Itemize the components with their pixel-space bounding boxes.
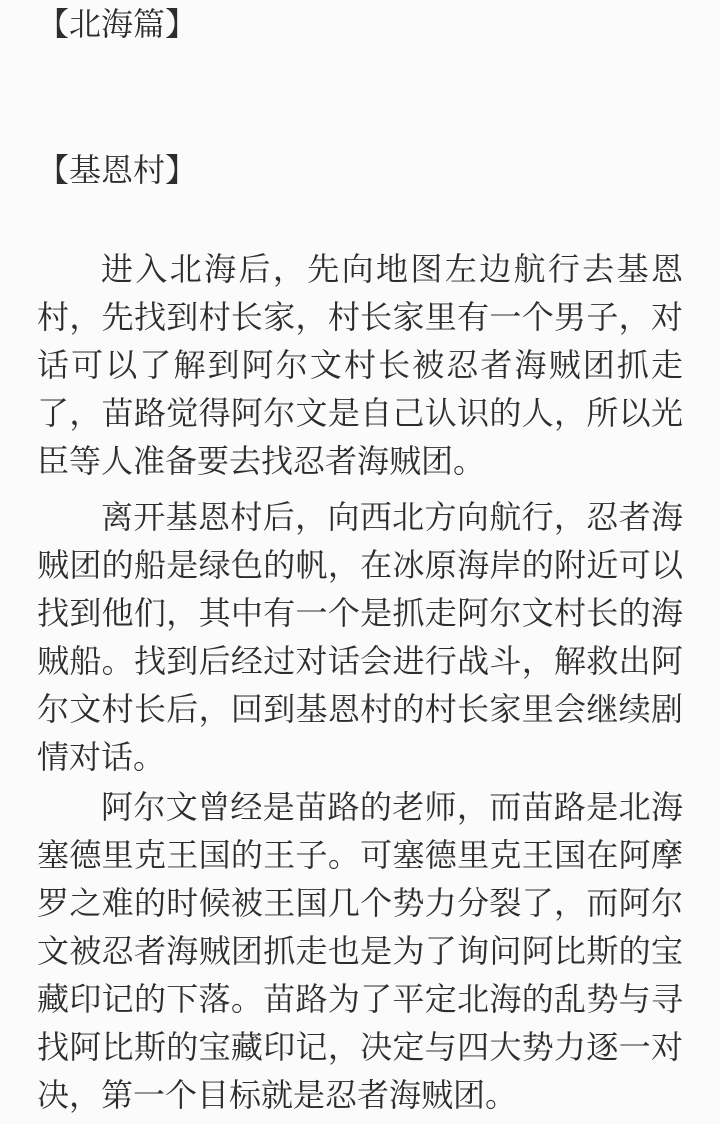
chapter-title: 【北海篇】 [37,6,198,42]
paragraph-backstory-alvin-miaolu: 阿尔文曾经是苗路的老师，而苗路是北海塞德里克王国的王子。可塞德里克王国在阿摩罗之难的时候被王国几个势力分裂了，而阿尔文被忍者海贼团抓走也是为了询问阿比斯的宝藏印记的下落。苗路为了平定北海的乱势与寻找阿比斯的宝藏印记，决定与四大势力逐一对决，第一个目标就是忍者海贼团。 [37,789,683,1113]
section-title: 【基恩村】 [37,152,198,188]
paragraph-ninja-pirates-rescue: 离开基恩村后，向西北方向航行，忍者海贼团的船是绿色的帆，在冰原海岸的附近可以找到他们，其中有一个是抓走阿尔文村长的海贼船。找到后经过对话会进行战斗，解救出阿尔文村长后，回到基恩村的村长家里会继续剧情对话。 [37,499,683,775]
paragraph-kien-village-intro: 进入北海后，先向地图左边航行去基恩村，先找到村长家，村长家里有一个男子，对话可以了解到阿尔文村长被忍者海贼团抓走了，苗路觉得阿尔文是自己认识的人，所以光臣等人准备要去找忍者海贼团。 [37,251,683,479]
